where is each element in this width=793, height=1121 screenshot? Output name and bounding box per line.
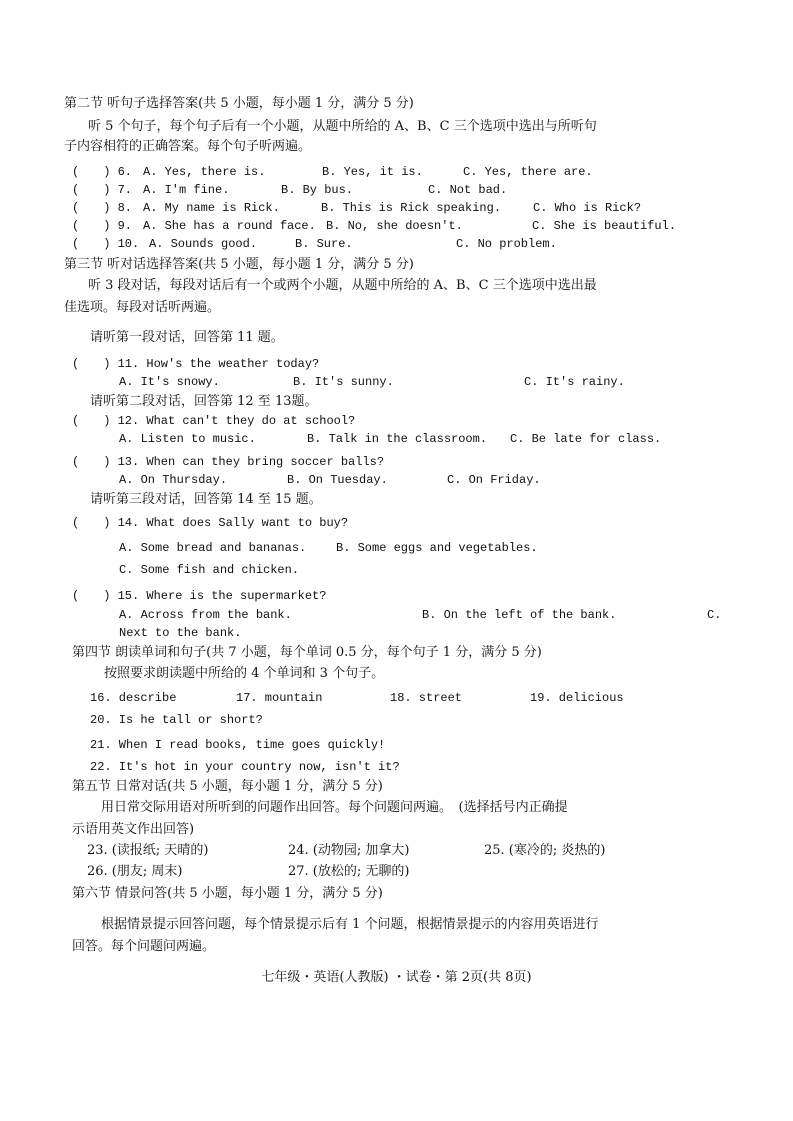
question-number: ( ) 7.	[72, 183, 133, 197]
option-c: C. Not bad.	[428, 183, 508, 197]
option-b: B. Yes, it is.	[322, 165, 423, 179]
option-b: B. By bus.	[281, 183, 354, 197]
prompt-24: 24. (动物园; 加拿大)	[288, 843, 410, 858]
section5-heading: 第五节 日常对话(共 5 小题，每小题 1 分，满分 5 分)	[72, 779, 383, 794]
dialogue2-prompt: 请听第二段对话，回答第 12 至 13题。	[90, 394, 318, 409]
option-b: B. It's sunny.	[293, 375, 394, 389]
option-c: C. Some fish and chicken.	[119, 563, 300, 577]
question-13-stem: ( ) 13. When can they bring soccer balls?	[72, 455, 385, 469]
question-number: ( ) 9.	[72, 219, 133, 233]
option-c: C. On Friday.	[447, 473, 541, 487]
option-c: C. Be late for class.	[510, 432, 662, 446]
prompt-25: 25. (寒冷的; 炎热的)	[484, 843, 606, 858]
option-c: C. She is beautiful.	[532, 219, 677, 233]
prompt-26: 26. (朋友; 周末)	[87, 864, 183, 879]
option-a: A. She has a round face.	[143, 219, 316, 233]
section2-instruction-line1: 听 5 个句子，每个句子后有一个小题，从题中所给的 A、B、C 三个选项中选出与所听句	[88, 119, 597, 134]
section3-heading: 第三节 听对话选择答案(共 5 小题，每小题 1 分，满分 5 分)	[64, 257, 414, 272]
option-a: A. On Thursday.	[119, 473, 228, 487]
question-11-stem: ( ) 11. How's the weather today?	[72, 357, 320, 371]
question-12-stem: ( ) 12. What can't they do at school?	[72, 414, 356, 428]
section4-instruction: 按照要求朗读题中所给的 4 个单词和 3 个句子。	[104, 666, 385, 681]
option-b: B. This is Rick speaking.	[321, 201, 502, 215]
word-18: 18. street	[390, 691, 463, 705]
option-c-letter: C.	[707, 608, 722, 622]
option-c: C. It's rainy.	[524, 375, 625, 389]
option-a: A. I'm fine.	[143, 183, 230, 197]
section2-instruction-line2: 子内容相符的正确答案。每个句子听两遍。	[64, 139, 312, 154]
word-16: 16. describe	[90, 691, 177, 705]
prompt-27: 27. (放松的; 无聊的)	[288, 864, 410, 879]
section5-instruction-line2: 示语用英文作出回答)	[72, 822, 195, 837]
option-a: A. Yes, there is.	[143, 165, 266, 179]
dialogue3-prompt: 请听第三段对话，回答第 14 至 15 题。	[90, 492, 322, 507]
option-b: B. Sure.	[295, 237, 353, 251]
option-a: A. Some bread and bananas.	[119, 541, 307, 555]
section6-instruction-line1: 根据情景提示回答问题，每个情景提示后有 1 个问题，根据情景提示的内容用英语进行	[101, 917, 599, 932]
section3-instruction-line2: 佳选项。每段对话听两遍。	[64, 300, 221, 315]
option-b: B. Talk in the classroom.	[307, 432, 488, 446]
question-15-stem: ( ) 15. Where is the supermarket?	[72, 589, 327, 603]
option-b: B. No, she doesn't.	[326, 219, 463, 233]
prompt-23: 23. (读报纸; 天晴的)	[87, 843, 209, 858]
option-c: C. Yes, there are.	[463, 165, 593, 179]
question-number: ( ) 6.	[72, 165, 133, 179]
sentence-20: 20. Is he tall or short?	[90, 713, 263, 727]
section6-heading: 第六节 情景问答(共 5 小题，每小题 1 分，满分 5 分)	[72, 886, 383, 901]
option-a: A. Sounds good.	[149, 237, 258, 251]
option-a: A. My name is Rick.	[143, 201, 280, 215]
option-a: A. It's snowy.	[119, 375, 220, 389]
question-number: ( ) 10.	[72, 237, 140, 251]
question-number: ( ) 8.	[72, 201, 133, 215]
option-b: B. On Tuesday.	[287, 473, 388, 487]
section6-instruction-line2: 回答。每个问题问两遍。	[72, 939, 216, 954]
section3-instruction-line1: 听 3 段对话，每段对话后有一个或两个小题，从题中所给的 A、B、C 三个选项中选出最	[88, 278, 597, 293]
option-b: B. On the left of the bank.	[422, 608, 617, 622]
option-c-text: Next to the bank.	[119, 626, 242, 640]
option-c: C. Who is Rick?	[533, 201, 642, 215]
sentence-21: 21. When I read books, time goes quickly!	[90, 738, 386, 752]
section4-heading: 第四节 朗读单词和句子(共 7 小题，每个单词 0.5 分，每个句子 1 分，满分 5 分)	[72, 645, 542, 660]
option-a: A. Listen to music.	[119, 432, 256, 446]
option-b: B. Some eggs and vegetables.	[336, 541, 538, 555]
word-17: 17. mountain	[236, 691, 323, 705]
word-19: 19. delicious	[530, 691, 624, 705]
question-14-stem: ( ) 14. What does Sally want to buy?	[72, 516, 349, 530]
option-a: A. Across from the bank.	[119, 608, 292, 622]
dialogue1-prompt: 请听第一段对话，回答第 11 题。	[90, 330, 284, 345]
section2-heading: 第二节 听句子选择答案(共 5 小题，每小题 1 分，满分 5 分)	[64, 96, 414, 111]
option-c: C. No problem.	[456, 237, 557, 251]
section5-instruction-line1: 用日常交际用语对所听到的问题作出回答。每个问题问两遍。 (选择括号内正确提	[101, 800, 568, 815]
page-footer: 七年级・英语(人教版) ・试卷・第 2页(共 8页)	[261, 970, 532, 985]
sentence-22: 22. It's hot in your country now, isn't it?	[90, 760, 400, 774]
